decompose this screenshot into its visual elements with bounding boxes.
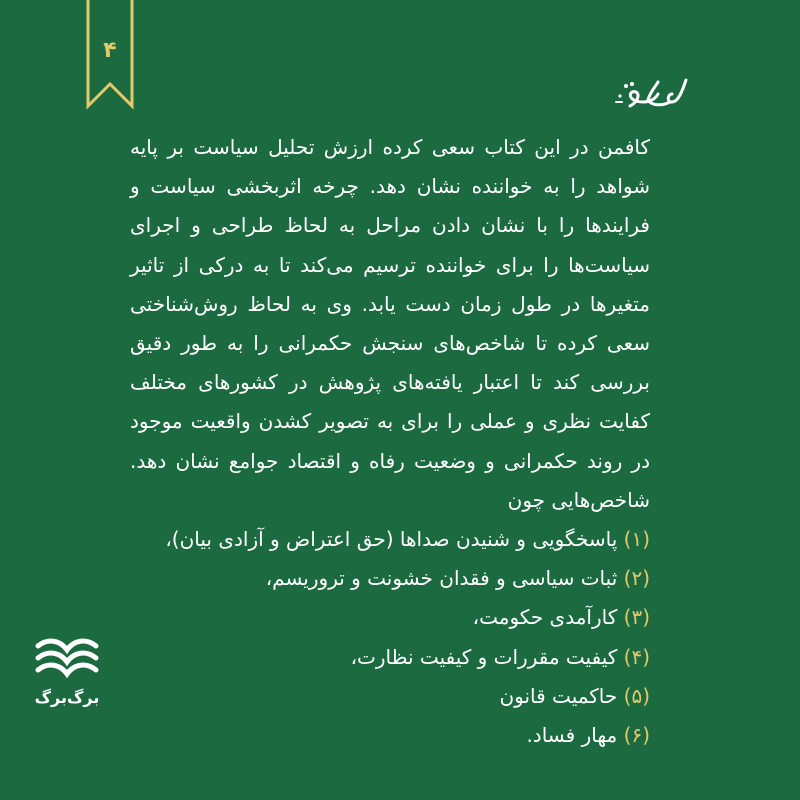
list-item-text: کیفیت مقررات و کیفیت نظارت، [350, 644, 624, 669]
paragraph-line: اقتصاد جوامع نشان دهد. شاخص‌هایی چون [130, 448, 650, 512]
paragraph-line: سیاست و فرایندها را با نشان دادن مراحل به لحاظ طراحی [130, 174, 650, 238]
list-item-number: (۳) [623, 605, 650, 630]
list-item-text: مهار فساد. [526, 723, 624, 748]
article-body [130, 128, 650, 755]
paragraph-line: درکی از تاثیر متغیرها در طول زمان دست یابد. وی به لحاظ [130, 252, 650, 316]
list-item-number: (۶) [623, 723, 650, 748]
page-number-ribbon [86, 0, 134, 110]
page-number: ۴ [103, 38, 117, 63]
calligraphy-logo-icon [612, 72, 692, 116]
list-item-number: (۴) [623, 644, 650, 669]
paragraph-line: و اجرای سیاست‌ها را برای خواننده ترسیم می‌کند تا به [130, 213, 651, 277]
list-item [130, 559, 650, 598]
paragraph-line: روش‌شناختی سعی کرده تا شاخص‌های سنجش حکمرانی [130, 291, 650, 356]
indicator-list [130, 520, 650, 755]
paragraph-line: کشورهای مختلف کفایت نظری و عملی را برای به تصویر [130, 370, 650, 434]
book-pages-logo-icon [34, 636, 100, 688]
brand-logo [34, 636, 100, 718]
list-item-text: حاکمیت قانون [499, 683, 624, 708]
list-item [130, 638, 650, 677]
paragraph-line: پایه شواهد را به خواننده نشان دهد. چرخه اثربخشی [130, 135, 650, 199]
list-item-text: پاسخگویی و شنیدن صداها (حق اعتراض و آزادی بیان)، [165, 527, 624, 552]
list-item-text: ثبات سیاسی و فقدان خشونت و تروریسم، [265, 566, 624, 591]
article-paragraph [130, 128, 650, 520]
paragraph-line: کشدن واقعیت موجود در روند حکمرانی و وضعیت رفاه و [130, 409, 650, 473]
calligraphy-logo [612, 72, 692, 116]
list-item [130, 520, 650, 559]
brand-name: برگ‌برگ [34, 688, 100, 707]
list-item-number: (۲) [623, 566, 650, 591]
list-item-number: (۵) [623, 683, 650, 708]
list-item [130, 598, 650, 637]
list-item [130, 716, 650, 755]
list-item [130, 677, 650, 716]
list-item-text: کارآمدی حکومت، [472, 605, 624, 630]
paragraph-line: کافمن در این کتاب سعی کرده ارزش تحلیل سیاست بر [157, 135, 650, 159]
list-item-number: (۱) [623, 527, 650, 552]
paragraph-line: را به طور دقیق بررسی کند تا اعتبار یافته‌های پژوهش در [130, 331, 650, 395]
